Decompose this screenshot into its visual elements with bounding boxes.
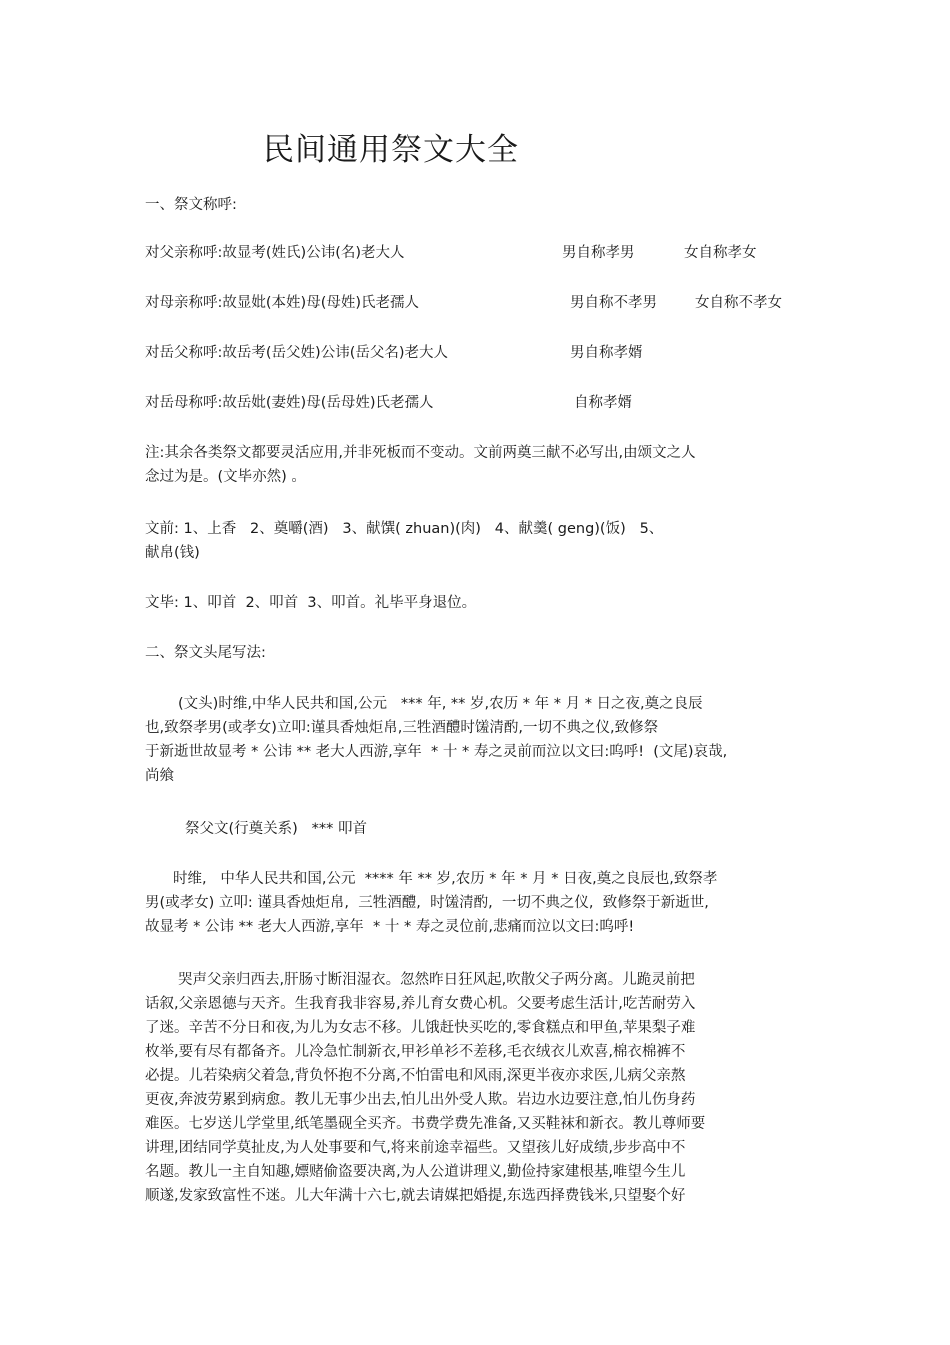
eulogy-body-line-9: 名题。教儿一主自知趣,嫖赌偷盗要决离,为人公道讲理义,勤俭持家建根基,唯望今生儿	[145, 1164, 686, 1180]
address-row-mother-male: 男自称不孝男	[570, 295, 657, 311]
eulogy-opening-line-1: 时维, 中华人民共和国,公元 **** 年 ** 岁,农历 * 年 * 月 * 日夜,奠之良辰也,致祭孝	[173, 871, 718, 887]
address-row-father-female: 女自称孝女	[684, 245, 757, 261]
page-title: 民间通用祭文大全	[263, 132, 519, 168]
section2-heading: 二、祭文头尾写法:	[145, 645, 266, 661]
address-row-fatherinlaw-male: 男自称孝婿	[570, 345, 643, 361]
head-tail-line-2: 也,致祭孝男(或孝女)立叩:谨具香烛炬帛,三牲酒醴时馐清酌,一切不典之仪,致修祭	[145, 720, 659, 736]
note-line-2: 念过为是。(文毕亦然) 。	[145, 469, 306, 485]
eulogy-body-line-6: 更夜,奔波劳累到病愈。教儿无事少出去,怕儿出外受人欺。岩边水边要注意,怕儿伤身药	[145, 1092, 696, 1108]
ritual-after: 文毕: 1、叩首 2、叩首 3、叩首。礼毕平身退位。	[145, 595, 477, 611]
eulogy-body-line-3: 了迷。辛苦不分日和夜,为儿为女志不移。儿饿赶快买吃的,零食糕点和甲鱼,苹果梨子难	[145, 1020, 696, 1036]
eulogy-body-line-8: 讲理,团结同学莫扯皮,为人处事要和气,将来前途幸福些。又望孩儿好成绩,步步高中不	[145, 1140, 686, 1156]
address-row-fatherinlaw-label: 对岳父称呼:故岳考(岳父姓)公讳(岳父名)老大人	[145, 345, 449, 361]
eulogy-opening-line-2: 男(或孝女) 立叩: 谨具香烛炬帛, 三牲酒醴, 时馐清酌, 一切不典之仪, 致修祭于新逝世,	[145, 895, 709, 911]
head-tail-line-1: (文头)时维,中华人民共和国,公元 *** 年, ** 岁,农历 * 年 * 月 * 日之夜,奠之良辰	[178, 696, 703, 712]
eulogy-opening-line-3: 故显考 * 公讳 ** 老大人西游,享年 * 十 * 寿之灵位前,悲痛而泣以文曰:呜呼!	[145, 919, 635, 935]
ritual-before-line-2: 献帛(钱)	[145, 545, 200, 561]
eulogy-body-line-2: 话叙,父亲恩德与天齐。生我育我非容易,养儿育女费心机。父要考虑生活计,吃苦耐劳入	[145, 996, 696, 1012]
note-line-1: 注:其余各类祭文都要灵活应用,并非死板而不变动。文前两奠三献不必写出,由颂文之人	[145, 445, 696, 461]
eulogy-body-line-7: 难医。七岁送儿学堂里,纸笔墨砚全买齐。书费学费先准备,又买鞋袜和新衣。教儿尊师要	[145, 1116, 706, 1132]
ritual-before-line-1: 文前: 1、上香 2、奠嚼(酒) 3、献馔( zhuan)(肉) 4、献羹( geng)(饭) 5、	[145, 521, 664, 537]
eulogy-body-line-1: 哭声父亲归西去,肝肠寸断泪湿衣。忽然昨日狂风起,吹散父子两分离。儿跪灵前把	[178, 972, 695, 988]
address-row-mother-label: 对母亲称呼:故显妣(本姓)母(母姓)氏老孺人	[145, 295, 420, 311]
eulogy-body-line-10: 顺遂,发家致富性不迷。儿大年满十六七,就去请媒把婚提,东选西择费钱米,只望娶个好	[145, 1188, 686, 1204]
eulogy-body-line-5: 必提。儿若染病父着急,背负怀抱不分离,不怕雷电和风雨,深更半夜亦求医,儿病父亲熬	[145, 1068, 686, 1084]
eulogy-subtitle: 祭父文(行奠关系) *** 叩首	[185, 821, 367, 837]
address-row-motherinlaw-label: 对岳母称呼:故岳妣(妻姓)母(岳母姓)氏老孺人	[145, 395, 434, 411]
address-row-mother-female: 女自称不孝女	[695, 295, 782, 311]
head-tail-line-3: 于新逝世故显考 * 公讳 ** 老大人西游,享年 * 十 * 寿之灵前而泣以文曰:呜呼! (文尾)哀哉,	[145, 744, 728, 760]
address-row-father-male: 男自称孝男	[562, 245, 635, 261]
eulogy-body-line-4: 枚举,要有尽有都备齐。儿冷急忙制新衣,甲衫单衫不差移,毛衣绒衣儿欢喜,棉衣棉裤不	[145, 1044, 686, 1060]
address-row-motherinlaw-male: 自称孝婿	[574, 395, 632, 411]
head-tail-line-4: 尚飨	[145, 768, 174, 784]
address-row-father-label: 对父亲称呼:故显考(姓氏)公讳(名)老大人	[145, 245, 405, 261]
section1-heading: 一、祭文称呼:	[145, 197, 237, 213]
